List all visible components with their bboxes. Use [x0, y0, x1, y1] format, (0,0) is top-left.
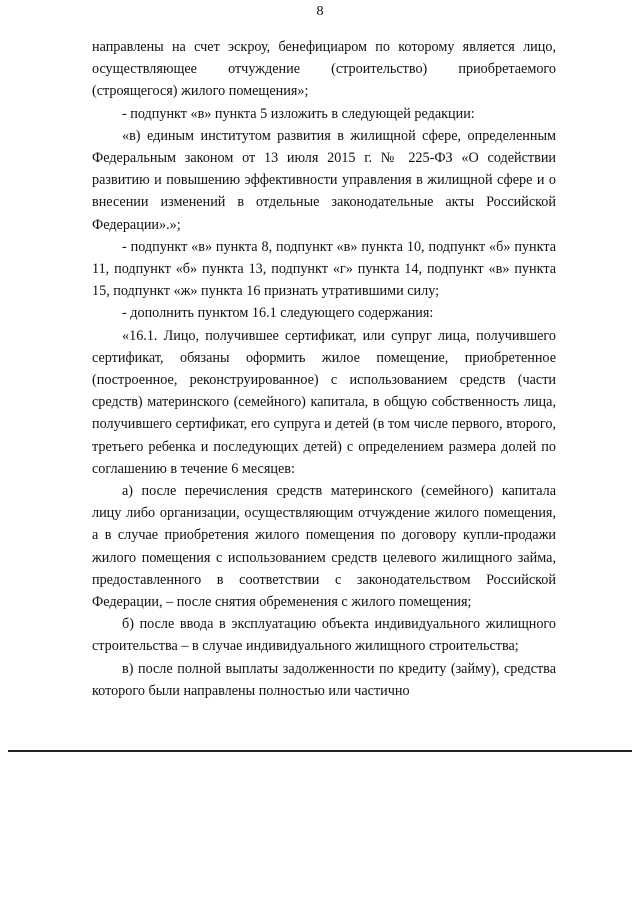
footer-divider [8, 750, 632, 752]
paragraph-add-item-16-1: - дополнить пунктом 16.1 следующего содержания: [122, 305, 434, 322]
paragraph-escrow-continuation: направлены на счет эскроу, бенефициаром по которому является лицо, осуществляющее отчуждение (строительство) приобретаемого (строящегося) жилого помещения»; [92, 39, 556, 100]
paragraph-item-16-1: «16.1. Лицо, получившее сертификат, или супруг лица, получившего сертификат, обязаны оформить жилое помещение, приобретенное (построенное, реконструированное) с использованием средств (части средств) материнского (семейного) капитала, в общую собственность лица, получившего сертификат, его супруга и детей (в том числе первого, второго, третьего ребенка и последующих детей) с определением размера долей по соглашению в течение 6 месяцев: [92, 327, 556, 477]
page-number: 8 [316, 4, 324, 19]
paragraph-subitem-v: в) после полной выплаты задолженности по кредиту (займу), средства которого были направлены полностью или частично [92, 660, 556, 699]
paragraph-subitem-a: а) после перечисления средств материнского (семейного) капитала лицу либо организации, осуществляющим отчуждение жилого помещения, а в случае приобретения жилого помещения по договору купли-продажи жилого помещения с использованием средств целевого жилищного займа, предоставленного в соответствии с законодательством Российской Федерации, – после снятия обременения с жилого помещения; [92, 483, 556, 611]
paragraph-repealed-subitems: - подпункт «в» пункта 8, подпункт «в» пункта 10, подпункт «б» пункта 11, подпункт «б» пункта 13, подпункт «г» пункта 14, подпункт «в» пункта 15, подпункт «ж» пункта 16 признать утратившими силу; [92, 238, 556, 300]
paragraph-subitem-v-item-5: - подпункт «в» пункта 5 изложить в следующей редакции: [122, 105, 475, 122]
document-body [92, 36, 556, 702]
paragraph-subitem-b: б) после ввода в эксплуатацию объекта индивидуального жилищного строительства – в случае индивидуального жилищного строительства; [92, 616, 556, 655]
paragraph-development-institute: «в) единым институтом развития в жилищной сфере, определенным Федеральным законом от 13 июля 2015 г. № 225-ФЗ «О содействии развитию и повышению эффективности управления в жилищной сфере и о внесении изменений в отдельные законодательные акты Российской Федерации».»; [92, 127, 556, 233]
